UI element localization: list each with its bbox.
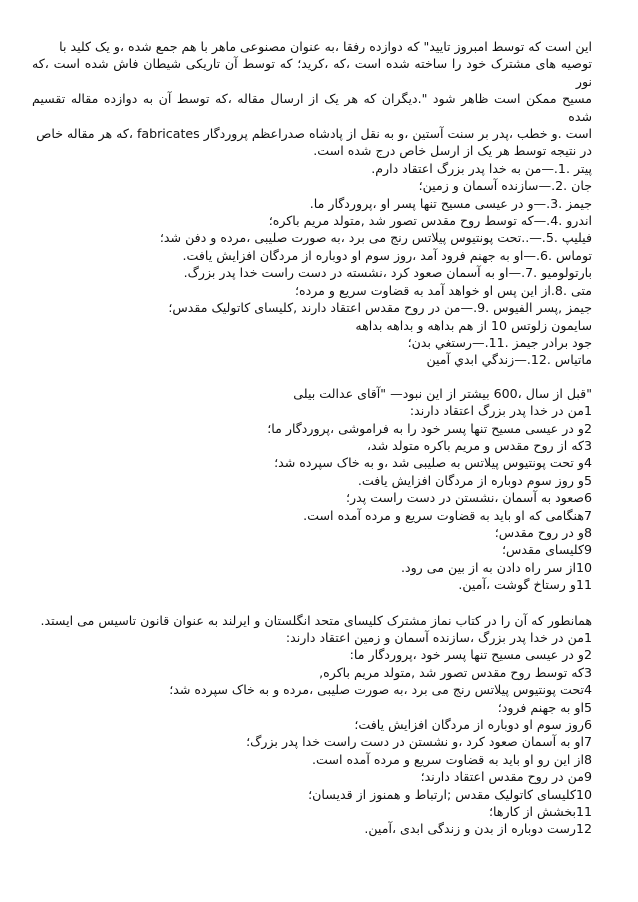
intro-line: است .و خطب ،پدر بر سنت آستین ،و به نقل از پادشاه صدراعظم پروردگار fabricates ،که هر مقاله خاص: [36, 126, 592, 142]
creed-line: 5و روز سوم دوباره از مردگان افزایش یافت.: [357, 472, 592, 488]
apostle-line: جود برادر جیمز .11.—رستغي بدن؛: [407, 334, 592, 350]
intro-line: این است که توسط امبروز تایید" که دوازده رفقا ،به عنوان مصنوعی ماهر با هم جمع شده ،و یک کلید با: [59, 39, 592, 54]
old-creed-title: "قبل از سال ،600 بیشتر از این نبود— "آقای عدالت بیلی: [293, 385, 592, 401]
apostle-line: ماتیاس .12.—زندگي ابدي آمين: [426, 352, 592, 368]
intro-line: توصیه های مشترک خود را ساخته شده است ،که ،کرید؛ که توسط آن تاریکی شیطان فاش شده است ،که نور: [32, 56, 592, 89]
apostle-line: فیلیپ .5.—..تحت پونتیوس پیلاتس رنج می برد ،به صورت صلیبی ،مرده و دفن شد؛: [159, 230, 592, 246]
apostle-line: سایمون زلوتس 10 از هم بداهه و بداهه بداهه: [355, 317, 592, 333]
apostle-line: توماس .6.—او به جهنم فرود آمد ،روز سوم او دوباره از مردگان افزایش یافت.: [182, 247, 592, 263]
creed-line: 1من در خدا پدر بزرگ اعتقاد دارند:: [409, 403, 592, 419]
section-gap: [32, 369, 592, 385]
creed-line: 8از این رو او باید به قضاوت سریع و مرده آمده است.: [312, 751, 592, 767]
creed-line: 9من در روح مقدس اعتقاد دارند؛: [420, 769, 592, 785]
creed-line: 9کلیسای مقدس؛: [501, 542, 592, 558]
creed-line: 3که از روح مقدس و مریم باکره متولد شد،: [366, 437, 592, 453]
apostle-line: جان .2.—سازنده آسمان و زمین؛: [418, 178, 592, 194]
apostle-line: جیمز ,پسر الفیوس .9.—من در روح مقدس اعتقاد دارند ,کلیسای کاتولیک مقدس؛: [168, 300, 592, 316]
apostle-line: جیمز .3.—و در عیسی مسیح تنها پسر او ،پروردگار ما.: [309, 195, 592, 211]
apostle-line: متی .8.از این پس او خواهد آمد به قضاوت سریع و مرده؛: [295, 282, 592, 298]
creed-line: 4تحت پونتیوس پیلاتس رنج می برد ،به صورت صلیبی ،مرده و به خاک سپرده شد؛: [169, 682, 592, 698]
creed-line: 3که توسط روح مقدس تصور شد ,متولد مریم باکره,: [319, 664, 592, 680]
apostle-line: بارتولومیو .7.—او به آسمان صعود کرد ،نشسته در دست راست خدا پدر بزرگ.: [183, 265, 592, 281]
creed-line: 10از سر راه دادن به از بین می رود.: [400, 559, 592, 575]
creed-line: 4و تحت پونتیوس پیلاتس به صلیبی شد ،و به خاک سپرده شد؛: [274, 455, 592, 471]
old-creed-list: [32, 402, 592, 593]
intro-line: در نتیجه توسط هر یک از ارسل خاص درج شده است.: [313, 143, 592, 159]
creed-line: 2و در عیسی مسیح تنها پسر خود را به فراموشی ،پروردگار ما؛: [267, 420, 592, 436]
creed-line: 8و در روح مقدس؛: [494, 524, 592, 540]
new-creed-list: [32, 629, 592, 838]
new-creed-title: همانطور که آن را در کتاب نماز مشترک کلیسای متحد انگلستان و ایرلند به عنوان قانون تاسیس می ایستد.: [40, 612, 592, 628]
intro-paragraph: [32, 38, 592, 160]
section-gap: [32, 594, 592, 612]
creed-line: 10کلیسای کاتولیک مقدس ;ارتباط و همنوز از قدیسان؛: [308, 786, 592, 802]
creed-line: 1من در خدا پدر بزرگ ،سازنده آسمان و زمین اعتقاد دارند:: [285, 630, 592, 645]
creed-line: 11و رستاخ گوشت ،آمین.: [458, 577, 592, 593]
creed-line: 6روز سوم او دوباره از مردگان افزایش یافت؛: [354, 717, 592, 733]
creed-line: 12رست دوباره از بدن و زندگی ابدی ،آمین.: [364, 821, 592, 837]
apostle-line: اندرو .4.—که توسط روح مقدس تصور شد ,متولد مریم باکره؛: [268, 213, 592, 229]
creed-line: 2و در عیسی مسیح تنها پسر خود ،پروردگار ما:: [349, 647, 592, 663]
creed-line: 7او به آسمان صعود کرد ،و نشستن در دست راست خدا پدر بزرگ؛: [246, 734, 592, 750]
creed-line: 7هنگامی که او باید به قضاوت سریع و مرده آمده است.: [303, 507, 592, 523]
creed-line: 6صعود به آسمان ،نشستن در دست راست پدر؛: [346, 490, 592, 506]
apostle-line: پیتر .1.—من به خدا پدر بزرگ اعتقاد دارم.: [371, 160, 592, 176]
intro-line: مسیح ممکن است ظاهر شود ".دیگران که هر یک از ارسال مقاله ،که توسط آن به دوازده مقاله تقسیم شده: [32, 91, 592, 124]
creed-line: 11بخشش از کارها؛: [489, 804, 592, 820]
apostles-list: [32, 160, 592, 369]
document-page: [32, 38, 592, 838]
creed-line: 5او به جهنم فرود؛: [497, 699, 592, 715]
